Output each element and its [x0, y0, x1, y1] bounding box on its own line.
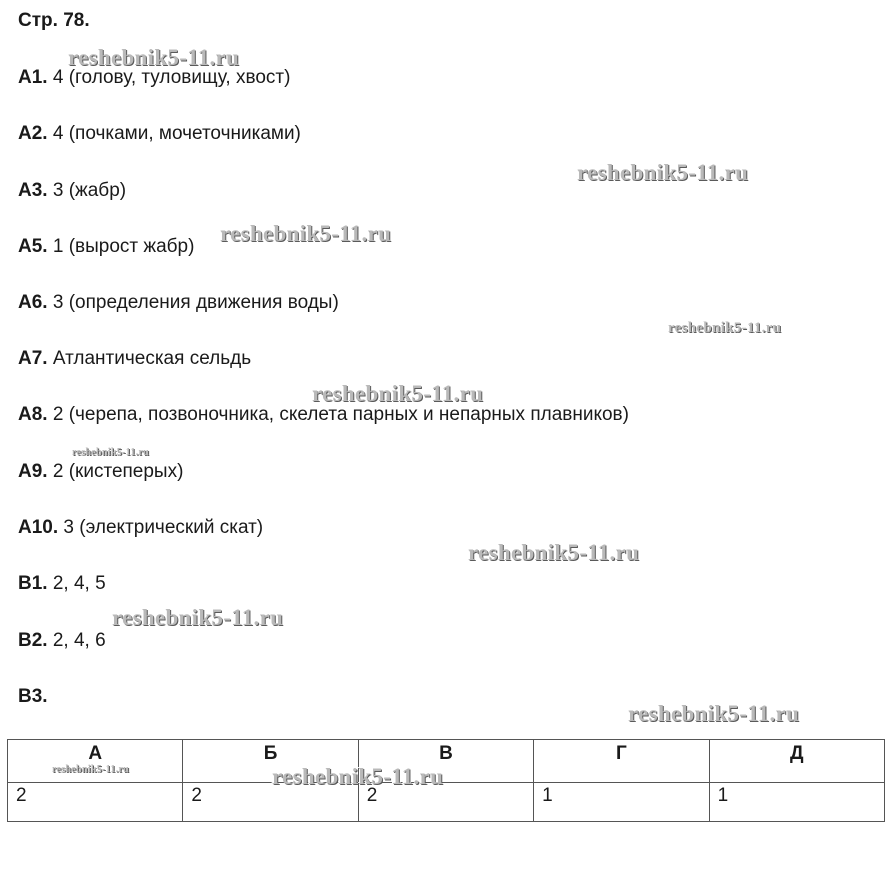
- answer-label: В1.: [18, 573, 48, 594]
- answer-a2: [18, 123, 301, 145]
- answer-label: А1.: [18, 67, 48, 88]
- watermark: reshebnik5-11.ru: [468, 540, 640, 565]
- answer-text: 2 (черепа, позвоночника, скелета парных и непарных плавников): [47, 404, 629, 425]
- answer-text: Атлантическая сельдь: [47, 348, 252, 369]
- table-header-cell: Б: [183, 740, 358, 783]
- table-cell: 1: [709, 783, 884, 822]
- watermark: reshebnik5-11.ru: [272, 764, 444, 789]
- table-header-cell: А: [8, 740, 183, 783]
- table-header-cell: Г: [534, 740, 709, 783]
- answer-label: А8.: [18, 404, 48, 425]
- table-cell: 2: [8, 783, 183, 822]
- answer-label: А3.: [18, 180, 48, 201]
- table-header-cell: В: [358, 740, 533, 783]
- answer-b1: [18, 573, 106, 595]
- answer-label: В3.: [18, 686, 48, 707]
- watermark: reshebnik5-11.ru: [220, 221, 392, 246]
- page-title: Стр. 78.: [18, 10, 90, 31]
- answer-text: 2 (кистеперых): [47, 461, 184, 482]
- watermark: reshebnik5-11.ru: [628, 701, 800, 726]
- answer-a7: [18, 348, 251, 370]
- table-cell: 2: [358, 783, 533, 822]
- answer-b2: [18, 630, 106, 652]
- answer-text: 4 (почками, мочеточниками): [47, 123, 301, 144]
- answer-label: А9.: [18, 461, 48, 482]
- table-cell: 2: [183, 783, 358, 822]
- answer-a5: [18, 236, 194, 258]
- answer-label: А5.: [18, 236, 48, 257]
- answer-text: 4 (голову, туловищу, хвост): [47, 67, 291, 88]
- table-header-row: [8, 740, 885, 783]
- watermark: reshebnik5-11.ru: [668, 320, 782, 336]
- watermark: reshebnik5-11.ru: [312, 381, 484, 406]
- table-header-cell: Д: [709, 740, 884, 783]
- answer-label: А10.: [18, 517, 59, 538]
- answer-b3: [18, 686, 48, 708]
- watermark: reshebnik5-11.ru: [52, 764, 130, 775]
- answer-label: А2.: [18, 123, 48, 144]
- answer-text: 3 (электрический скат): [58, 517, 264, 538]
- answer-a10: [18, 517, 263, 539]
- answer-a6: [18, 292, 339, 314]
- answer-label: А7.: [18, 348, 48, 369]
- table-cell: 1: [534, 783, 709, 822]
- answer-a9: [18, 461, 183, 483]
- watermark: reshebnik5-11.ru: [72, 447, 150, 458]
- answer-text: 2, 4, 6: [47, 630, 106, 651]
- watermark: reshebnik5-11.ru: [577, 160, 749, 185]
- watermark: reshebnik5-11.ru: [112, 605, 284, 630]
- answer-a8: [18, 404, 629, 426]
- answer-text: 2, 4, 5: [47, 573, 106, 594]
- answer-label: В2.: [18, 630, 48, 651]
- table-row: [8, 783, 885, 822]
- answer-text: 3 (определения движения воды): [47, 292, 339, 313]
- watermark: reshebnik5-11.ru: [68, 45, 240, 70]
- answer-table: [7, 739, 885, 822]
- answer-text: 3 (жабр): [47, 180, 127, 201]
- answer-a3: [18, 180, 126, 202]
- answer-label: А6.: [18, 292, 48, 313]
- answer-text: 1 (вырост жабр): [47, 236, 195, 257]
